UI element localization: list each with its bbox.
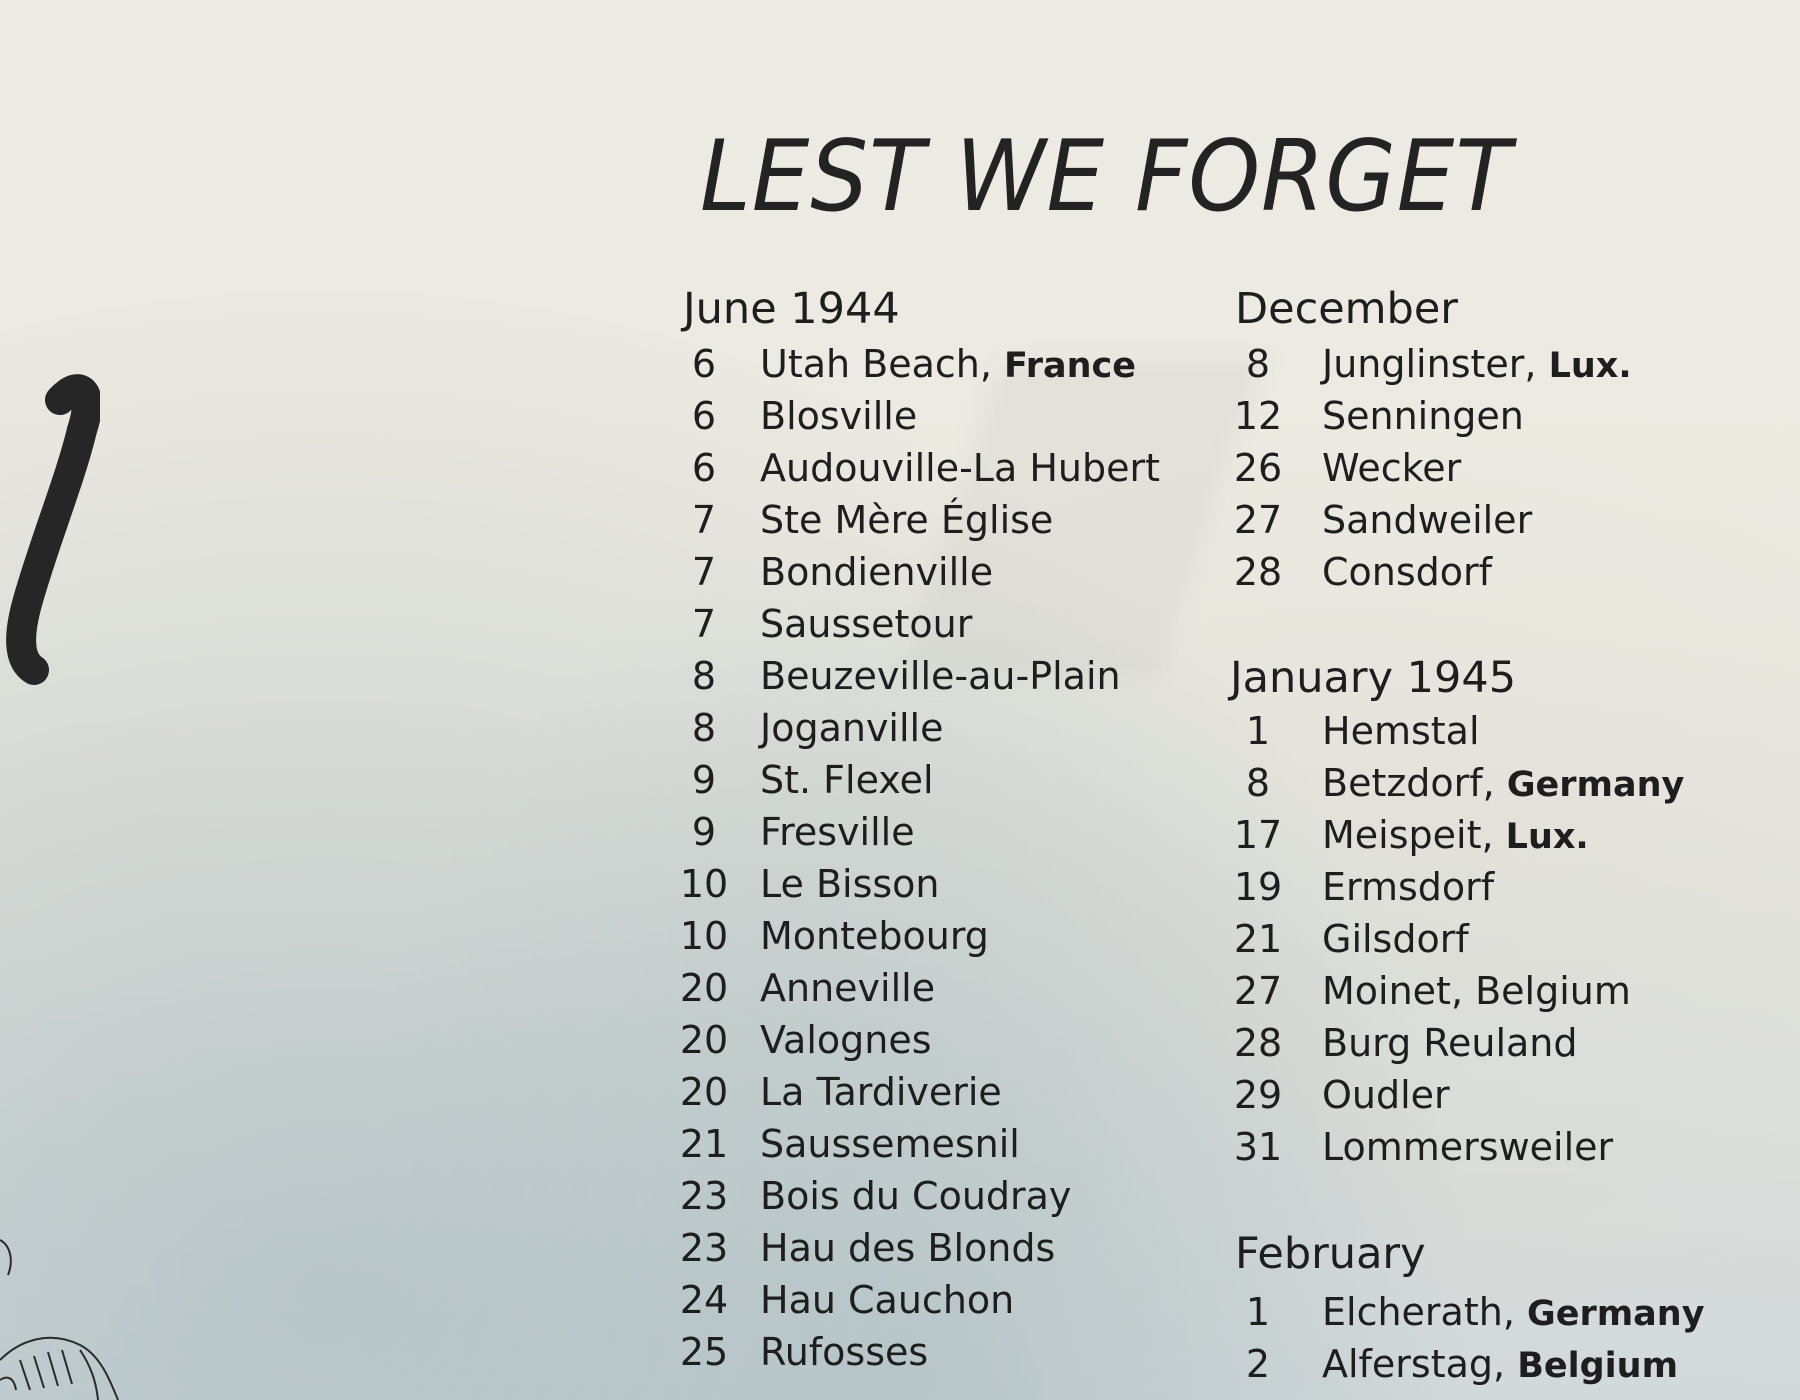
entry-day: 8 bbox=[1245, 761, 1271, 805]
script-letter-fragment bbox=[0, 370, 100, 710]
heading-december: December bbox=[1235, 284, 1458, 334]
entry-day: 7 bbox=[691, 498, 717, 542]
entry-place bbox=[1322, 809, 1589, 863]
entry-country: Germany bbox=[1506, 765, 1685, 805]
heading-january-1945: January 1945 bbox=[1230, 653, 1517, 703]
entry-place-name: Elcherath, bbox=[1322, 1290, 1527, 1334]
entry-day: 7 bbox=[691, 550, 717, 594]
entry-day: 28 bbox=[1233, 1021, 1283, 1065]
entry-place bbox=[760, 962, 935, 1014]
entry-place-name: Bondienville bbox=[760, 550, 994, 594]
soldier-sketch-fragment bbox=[0, 1060, 140, 1400]
entry-place-name: Alferstag, bbox=[1322, 1342, 1518, 1386]
entry-place bbox=[1322, 494, 1532, 546]
entry-day: 7 bbox=[691, 602, 717, 646]
entry-place bbox=[760, 910, 989, 962]
entry-place bbox=[1322, 546, 1492, 598]
entry-country: Lux. bbox=[1505, 817, 1589, 857]
entry-place bbox=[760, 702, 944, 754]
entry-place bbox=[1322, 757, 1684, 811]
entry-day: 9 bbox=[691, 810, 717, 854]
entry-day: 17 bbox=[1233, 813, 1283, 857]
entry-place-name: Betzdorf, bbox=[1322, 761, 1507, 805]
entry-day: 9 bbox=[691, 758, 717, 802]
entry-day: 6 bbox=[691, 342, 717, 386]
entry-place bbox=[760, 390, 917, 442]
entry-place-name: Utah Beach, bbox=[760, 342, 1005, 386]
entry-place bbox=[1322, 1338, 1678, 1392]
entry-place bbox=[1322, 1121, 1613, 1173]
entry-day: 1 bbox=[1245, 1290, 1271, 1334]
entry-place-name: Hemstal bbox=[1322, 709, 1480, 753]
entry-place bbox=[1322, 1286, 1705, 1340]
entry-day: 19 bbox=[1233, 865, 1283, 909]
entry-place-name: Oudler bbox=[1322, 1073, 1450, 1117]
entry-day: 8 bbox=[1245, 342, 1271, 386]
entry-place-name: Sandweiler bbox=[1322, 498, 1533, 542]
entry-day: 20 bbox=[679, 966, 729, 1010]
entry-place-name: Montebourg bbox=[760, 914, 989, 958]
entry-day: 27 bbox=[1233, 498, 1283, 542]
entry-place-name: Junglinster, bbox=[1322, 342, 1549, 386]
entry-place-name: Ste Mère Église bbox=[760, 498, 1054, 542]
entry-place bbox=[760, 1014, 932, 1066]
entry-place bbox=[760, 650, 1121, 702]
entry-place-name: Saussetour bbox=[760, 602, 973, 646]
entry-place bbox=[760, 442, 1160, 494]
heading-february: February bbox=[1235, 1229, 1426, 1279]
entry-day: 28 bbox=[1233, 550, 1283, 594]
entry-place bbox=[760, 1170, 1071, 1222]
entry-day: 21 bbox=[1233, 917, 1283, 961]
entry-day: 8 bbox=[691, 706, 717, 750]
entry-day: 8 bbox=[691, 654, 717, 698]
entry-place-name: Valognes bbox=[760, 1018, 932, 1062]
entry-place-name: St. Flexel bbox=[760, 758, 934, 802]
entry-place-name: Consdorf bbox=[1322, 550, 1493, 594]
entry-place-name: Rufosses bbox=[760, 1330, 929, 1374]
entry-place-name: Wecker bbox=[1322, 446, 1462, 490]
page-title: LEST WE FORGET bbox=[700, 120, 1512, 234]
entry-place bbox=[760, 1274, 1014, 1326]
entry-place bbox=[760, 1066, 1002, 1118]
entry-place bbox=[760, 858, 940, 910]
entry-place-name: Le Bisson bbox=[760, 862, 940, 906]
entry-place bbox=[1322, 861, 1494, 913]
entry-day: 1 bbox=[1245, 709, 1271, 753]
entry-place-name: Saussemesnil bbox=[760, 1122, 1020, 1166]
entry-day: 29 bbox=[1233, 1073, 1283, 1117]
entry-place-name: Beuzeville-au-Plain bbox=[760, 654, 1121, 698]
entry-place bbox=[760, 806, 915, 858]
entry-place-name: Audouville-La Hubert bbox=[760, 446, 1161, 490]
entry-place-name: Gilsdorf bbox=[1322, 917, 1469, 961]
entry-place bbox=[1322, 1069, 1450, 1121]
entry-place bbox=[1322, 390, 1524, 442]
entry-day: 31 bbox=[1233, 1125, 1283, 1169]
entry-place-name: Bois du Coudray bbox=[760, 1174, 1072, 1218]
entry-day: 25 bbox=[679, 1330, 729, 1374]
entry-place bbox=[760, 494, 1053, 546]
entry-place-name: Anneville bbox=[760, 966, 936, 1010]
entry-day: 27 bbox=[1233, 969, 1283, 1013]
entry-day: 10 bbox=[679, 914, 729, 958]
entry-day: 21 bbox=[679, 1122, 729, 1166]
entry-place bbox=[760, 598, 972, 650]
entry-country: France bbox=[1004, 346, 1136, 386]
entry-day: 6 bbox=[691, 394, 717, 438]
entry-place bbox=[760, 1326, 928, 1378]
entry-day: 26 bbox=[1233, 446, 1283, 490]
entry-place-name: Ermsdorf bbox=[1322, 865, 1495, 909]
entry-day: 24 bbox=[679, 1278, 729, 1322]
entry-place bbox=[760, 546, 993, 598]
heading-june-1944: June 1944 bbox=[683, 284, 900, 334]
entry-place-name: Joganville bbox=[760, 706, 944, 750]
entry-day: 12 bbox=[1233, 394, 1283, 438]
entry-place bbox=[760, 338, 1136, 392]
entry-day: 20 bbox=[679, 1018, 729, 1062]
entry-place-name: Lommersweiler bbox=[1322, 1125, 1614, 1169]
entry-place-name: La Tardiverie bbox=[760, 1070, 1002, 1114]
entry-place bbox=[1322, 965, 1631, 1017]
entry-country: Lux. bbox=[1548, 346, 1632, 386]
entry-place bbox=[760, 1118, 1020, 1170]
entry-day: 20 bbox=[679, 1070, 729, 1114]
entry-place bbox=[1322, 913, 1469, 965]
entry-place-name: Fresville bbox=[760, 810, 915, 854]
entry-place-name: Blosville bbox=[760, 394, 918, 438]
entry-place-name: Meispeit, bbox=[1322, 813, 1506, 857]
entry-place-name: Hau Cauchon bbox=[760, 1278, 1015, 1322]
entry-day: 23 bbox=[679, 1226, 729, 1270]
entry-place bbox=[1322, 338, 1632, 392]
entry-place bbox=[1322, 1017, 1578, 1069]
entry-place-name: Senningen bbox=[1322, 394, 1524, 438]
entry-place-name: Moinet, Belgium bbox=[1322, 969, 1631, 1013]
entry-place bbox=[760, 1222, 1055, 1274]
entry-place bbox=[1322, 705, 1480, 757]
entry-country: Belgium bbox=[1517, 1346, 1679, 1386]
entry-day: 2 bbox=[1245, 1342, 1271, 1386]
entry-day: 23 bbox=[679, 1174, 729, 1218]
entry-place-name: Burg Reuland bbox=[1322, 1021, 1578, 1065]
entry-day: 10 bbox=[679, 862, 729, 906]
entry-country: Germany bbox=[1526, 1294, 1705, 1334]
entry-day: 6 bbox=[691, 446, 717, 490]
entry-place bbox=[760, 754, 934, 806]
entry-place bbox=[1322, 442, 1461, 494]
entry-place-name: Hau des Blonds bbox=[760, 1226, 1056, 1270]
